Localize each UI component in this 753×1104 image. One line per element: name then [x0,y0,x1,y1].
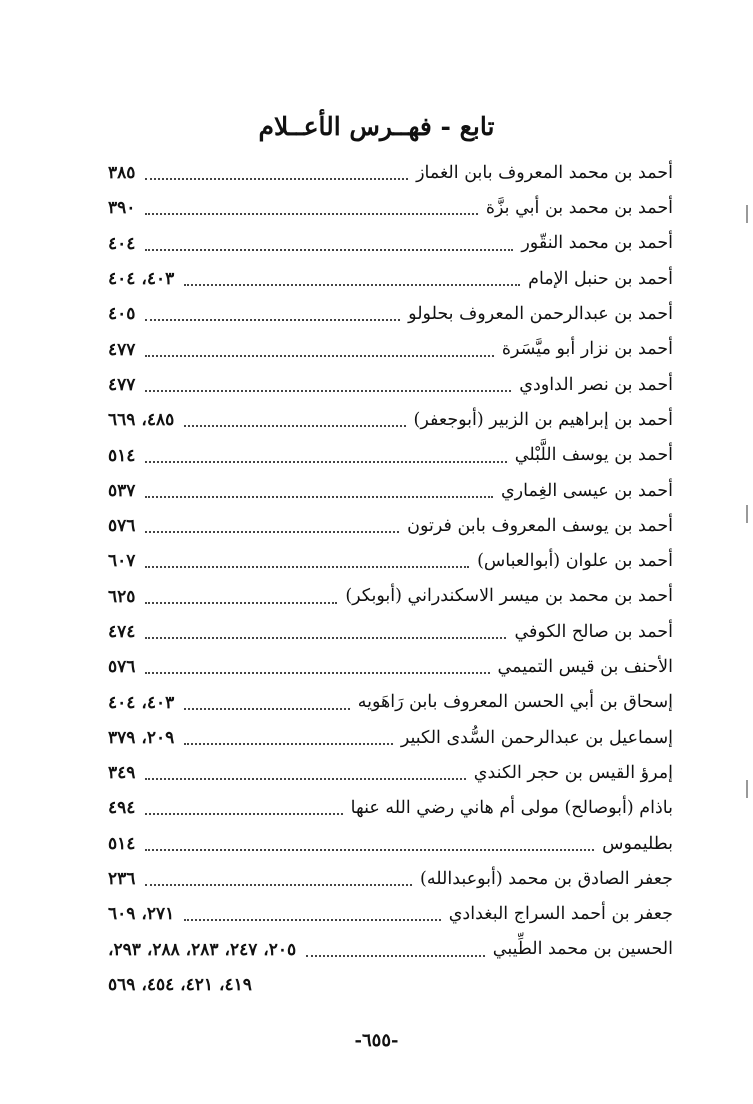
entry-name: أحمد بن محمد بن ميسر الاسكندراني (أبوبكر) [345,586,673,607]
entry-pages: ٦٢٥ [108,586,136,607]
index-entry [108,615,673,650]
index-entry [108,403,673,438]
entry-name: أحمد بن يوسف اللَّبْلي [514,445,673,466]
dot-leader [145,672,489,674]
dot-leader [184,425,405,427]
entry-name: أحمد بن إبراهيم بن الزبير (أبوجعفر) [413,409,673,430]
index-entry [108,262,673,297]
dot-leader [184,284,520,286]
index-entry [108,756,673,791]
index-entries-list [108,156,673,1003]
entry-pages: ٥٧٦ [108,657,136,678]
entry-name: جعفر بن أحمد السراج البغدادي [448,904,673,925]
entry-pages: ٢٧١، ٦٠٩ [108,904,175,925]
entry-name: جعفر الصادق بن محمد (أبوعبدالله) [420,868,673,889]
entry-name: أحمد بن يوسف المعروف بابن فرتون [407,515,673,536]
dot-leader [145,531,399,533]
index-entry [108,580,673,615]
dot-leader [145,355,493,357]
entry-name: أحمد بن محمد بن أبي بزَّة [485,198,673,219]
index-entry [108,227,673,262]
entry-name: أحمد بن محمد المعروف بابن الغماز [416,162,673,183]
dot-leader [145,813,342,815]
entry-pages: ٤٠٣، ٤٠٤ [108,269,175,290]
scan-edge-mark [746,780,748,798]
scan-edge-mark [746,505,748,523]
entry-pages: ٤٠٤ [108,233,136,254]
entry-pages: ٢٠٥، ٢٤٧، ٢٨٣، ٢٨٨، ٢٩٣، [108,939,297,960]
entry-name: أحمد بن صالح الكوفي [514,621,673,642]
entry-pages: ٤٠٥ [108,304,136,325]
entry-name: إمرؤ القيس بن حجر الكندي [473,762,673,783]
entry-name: أحمد بن حنبل الإمام [528,268,673,289]
entry-name: الحسين بن محمد الطِّيبي [492,939,673,960]
entry-pages: ٤٨٥، ٦٦٩ [108,410,175,431]
index-entry [108,544,673,579]
dot-leader [145,778,465,780]
entry-name: إسحاق بن أبي الحسن المعروف بابن رَاهَويه [357,692,673,713]
dot-leader [145,213,477,215]
index-entry [108,438,673,473]
entry-pages: ٤٧٧ [108,339,136,360]
entry-pages: ٤٩٤ [108,798,136,819]
index-entry [108,933,673,968]
dot-leader [145,461,506,463]
entry-pages: ٣٤٩ [108,763,136,784]
dot-leader [145,249,513,251]
dot-leader [184,743,393,745]
entry-name: باذام (أبوصالح) مولى أم هاني رضي الله عنها [350,798,673,819]
scan-edge-mark [746,205,748,223]
index-entry [108,474,673,509]
entry-pages: ٤٧٤ [108,622,136,642]
entry-pages: ٤٠٣، ٤٠٤ [108,692,175,713]
entry-pages: ٥٣٧ [108,480,136,501]
dot-leader [145,884,412,886]
dot-leader [145,178,408,180]
index-entry [108,191,673,226]
dot-leader [145,566,469,568]
entry-pages: ٦٠٧ [108,551,136,572]
index-entry [108,721,673,756]
index-entry [108,332,673,367]
index-entry [108,897,673,932]
entry-name: أحمد بن عبدالرحمن المعروف بحلولو [408,304,673,325]
dot-leader [145,390,511,392]
index-entry [108,827,673,862]
entry-name: أحمد بن علوان (أبوالعباس) [477,551,673,572]
index-entry [108,650,673,685]
entry-pages: ٤٧٧ [108,374,136,395]
index-entry [108,368,673,403]
dot-leader [145,602,337,604]
index-entry [108,685,673,720]
entry-pages: ٥٧٦ [108,516,136,537]
index-entry-continuation [108,968,673,1003]
index-entry [108,862,673,897]
entry-name: أحمد بن عيسى الغِماري [500,480,673,501]
index-entry [108,156,673,191]
index-entry [108,791,673,826]
index-entry [108,297,673,332]
entry-name: الأحنف بن قيس التميمي [497,657,673,678]
dot-leader [306,955,485,957]
dot-leader [184,919,441,921]
entry-name: أحمد بن نصر الداودي [519,374,673,395]
entry-pages: ٥١٤ [108,833,136,854]
entry-name: أحمد بن محمد النقّور [521,233,673,254]
entry-name: بطليموس [602,833,673,854]
page-title: تابع - فهــرس الأعــلام [258,112,495,141]
dot-leader [145,849,594,851]
index-entry [108,509,673,544]
entry-pages: ٣٨٥ [108,163,136,184]
entry-name: إسماعيل بن عبدالرحمن السُّدى الكبير [400,727,673,748]
dot-leader [145,637,506,639]
entry-name: أحمد بن نزار أبو ميَّسَرة [501,339,673,360]
entry-pages: ٣٩٠ [108,198,136,219]
entry-pages: ٢٣٦ [108,869,136,890]
entry-pages: ٢٠٩، ٣٧٩ [108,727,175,748]
entry-pages: ٥١٤ [108,445,136,466]
dot-leader [145,496,493,498]
entry-pages: ٤١٩، ٤٢١، ٤٥٤، ٥٦٩ [108,974,252,995]
page-number: -٦٥٥- [354,1030,399,1051]
dot-leader [145,319,400,321]
dot-leader [184,708,350,710]
